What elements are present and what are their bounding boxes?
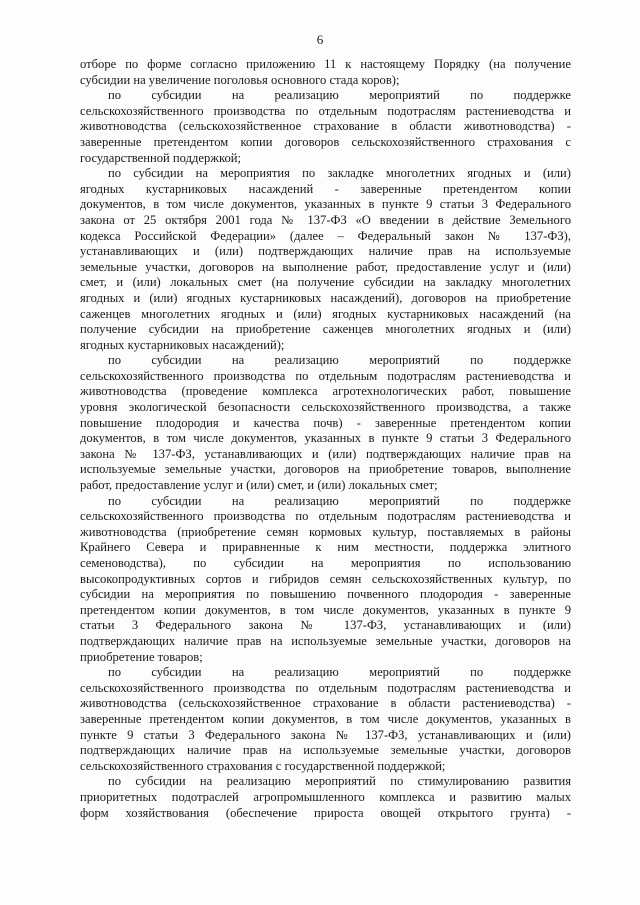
text-line: используемые земельные участки, договоров на приобретение товаров, выполнение — [80, 462, 571, 477]
text-line: по субсидии на реализацию мероприятий по поддержке — [108, 493, 571, 508]
text-line: претендентом копии документов, в том числе документов, указанных в пункте 9 — [80, 602, 571, 617]
text-line: документов, в том числе документов, указанных в пункте 9 статьи 3 Федерального — [80, 431, 571, 446]
text-line: уровня экологической безопасности сельскохозяйственного производства, а также — [80, 400, 571, 415]
text-line: документов, в том числе документов, указанных в пункте 9 статьи 3 Федерального — [80, 197, 571, 212]
text-line: земельные участки, договоров на выполнение работ, предоставление услуг и (или) — [80, 259, 571, 274]
text-line: по субсидии на реализацию мероприятий по поддержке — [108, 353, 571, 368]
paragraph — [80, 88, 571, 166]
text-line: подтверждающих наличие прав на используемые земельные участки, договоров — [80, 743, 571, 758]
text-line: Крайнего Севера и приравненные к ним местности, поддержка элитного — [80, 540, 571, 555]
text-line: подтверждающих наличие прав на используемые земельные участки, договоров на — [80, 633, 571, 648]
text-line: ягодных кустарниковых насаждений); — [80, 337, 285, 352]
text-line: по субсидии на мероприятия по закладке многолетних ягодных и (или) — [108, 166, 571, 181]
text-line: сельскохозяйственного производства по отдельным подотраслям растениеводства и — [80, 368, 571, 383]
text-line: кодекса Российской Федерации» (далее – Федеральный закон № 137-ФЗ), — [80, 228, 571, 243]
text-line: отборе по форме согласно приложению 11 к настоящему Порядку (на получение — [80, 57, 571, 71]
text-line: заверенные претендентом копии договоров сельскохозяйственного страхования с — [80, 134, 571, 149]
text-line: животноводства (проведение комплекса агротехнологических работ, повышение — [80, 384, 571, 399]
text-line: закона от 25 октября 2001 года № 137-ФЗ «О введении в действие Земельного — [80, 212, 571, 227]
text-line: животноводства (приобретение семян кормовых культур, поставляемых в районы — [80, 524, 571, 539]
text-line: пункте 9 статьи 3 Федерального закона № 137-ФЗ, устанавливающих и (или) — [80, 727, 571, 742]
paragraph — [80, 665, 571, 774]
text-line: форм хозяйствования (обеспечение прироста овощей открытого грунта) - — [80, 805, 571, 820]
text-line: сельскохозяйственного страхования с государственной поддержкой; — [80, 758, 446, 773]
text-line: статьи 3 Федерального закона № 137-ФЗ, устанавливающих и (или) — [80, 618, 571, 633]
text-line: государственной поддержкой; — [80, 150, 241, 165]
text-line: закона № 137-ФЗ, устанавливающих и (или) подтверждающих наличие прав на — [80, 446, 571, 461]
paragraph — [80, 774, 571, 821]
text-line: ягодных кустарниковых насаждений - заверенные претендентом копии — [80, 181, 571, 196]
text-line: по субсидии на реализацию мероприятий по стимулированию развития — [108, 774, 571, 789]
text-line: по субсидии на реализацию мероприятий по поддержке — [108, 665, 571, 680]
paragraph — [80, 494, 571, 666]
text-line: саженцев многолетних ягодных и (или) ягодных кустарниковых насаждений (на — [80, 306, 571, 321]
paragraph — [80, 166, 571, 353]
text-line: субсидии на мероприятия по повышению почвенного плодородия - заверенные — [80, 587, 571, 602]
document-body — [80, 57, 571, 821]
text-line: работ, предоставление услуг и (или) смет, и (или) локальных смет; — [80, 478, 438, 493]
text-line: семеноводства), по субсидии на мероприятия по использованию — [80, 556, 571, 570]
text-line: смет, и (или) локальных смет (на получение субсидии на закладку многолетних — [80, 275, 571, 290]
text-line: ягодных и (или) ягодных кустарниковых насаждений), договоров на приобретение — [80, 290, 571, 305]
text-line: сельскохозяйственного производства по отдельным подотраслям растениеводства и — [80, 103, 571, 118]
text-line: получение субсидии на приобретение саженцев многолетних ягодных и (или) — [80, 322, 571, 337]
text-line: сельскохозяйственного производства по отдельным подотраслям растениеводства и — [80, 680, 571, 695]
text-line: высокопродуктивных сортов и гибридов семян сельскохозяйственных культур, по — [80, 571, 571, 586]
text-line: заверенные претендентом копии документов, в том числе документов, указанных в — [80, 711, 571, 726]
paragraph — [80, 353, 571, 493]
page-number: 6 — [316, 32, 324, 47]
text-line: животноводства (сельскохозяйственное страхование в области растениеводства) - — [80, 696, 571, 711]
text-line: животноводства (сельскохозяйственное страхование в области животноводства) - — [80, 119, 571, 134]
text-line: субсидии на увеличение поголовья основного стада коров); — [80, 72, 400, 87]
text-line: по субсидии на реализацию мероприятий по поддержке — [108, 88, 571, 103]
paragraph — [80, 57, 571, 88]
text-line: повышение плодородия и качества почв) - заверенные претендентом копии — [80, 415, 571, 430]
text-line: сельскохозяйственного производства по отдельным подотраслям растениеводства и — [80, 509, 571, 524]
text-line: приобретение товаров; — [80, 649, 203, 664]
text-line: приоритетных подотраслей агропромышленного комплекса и развитию малых — [80, 789, 571, 804]
text-line: устанавливающих и (или) подтверждающих наличие прав на используемые — [80, 244, 571, 259]
